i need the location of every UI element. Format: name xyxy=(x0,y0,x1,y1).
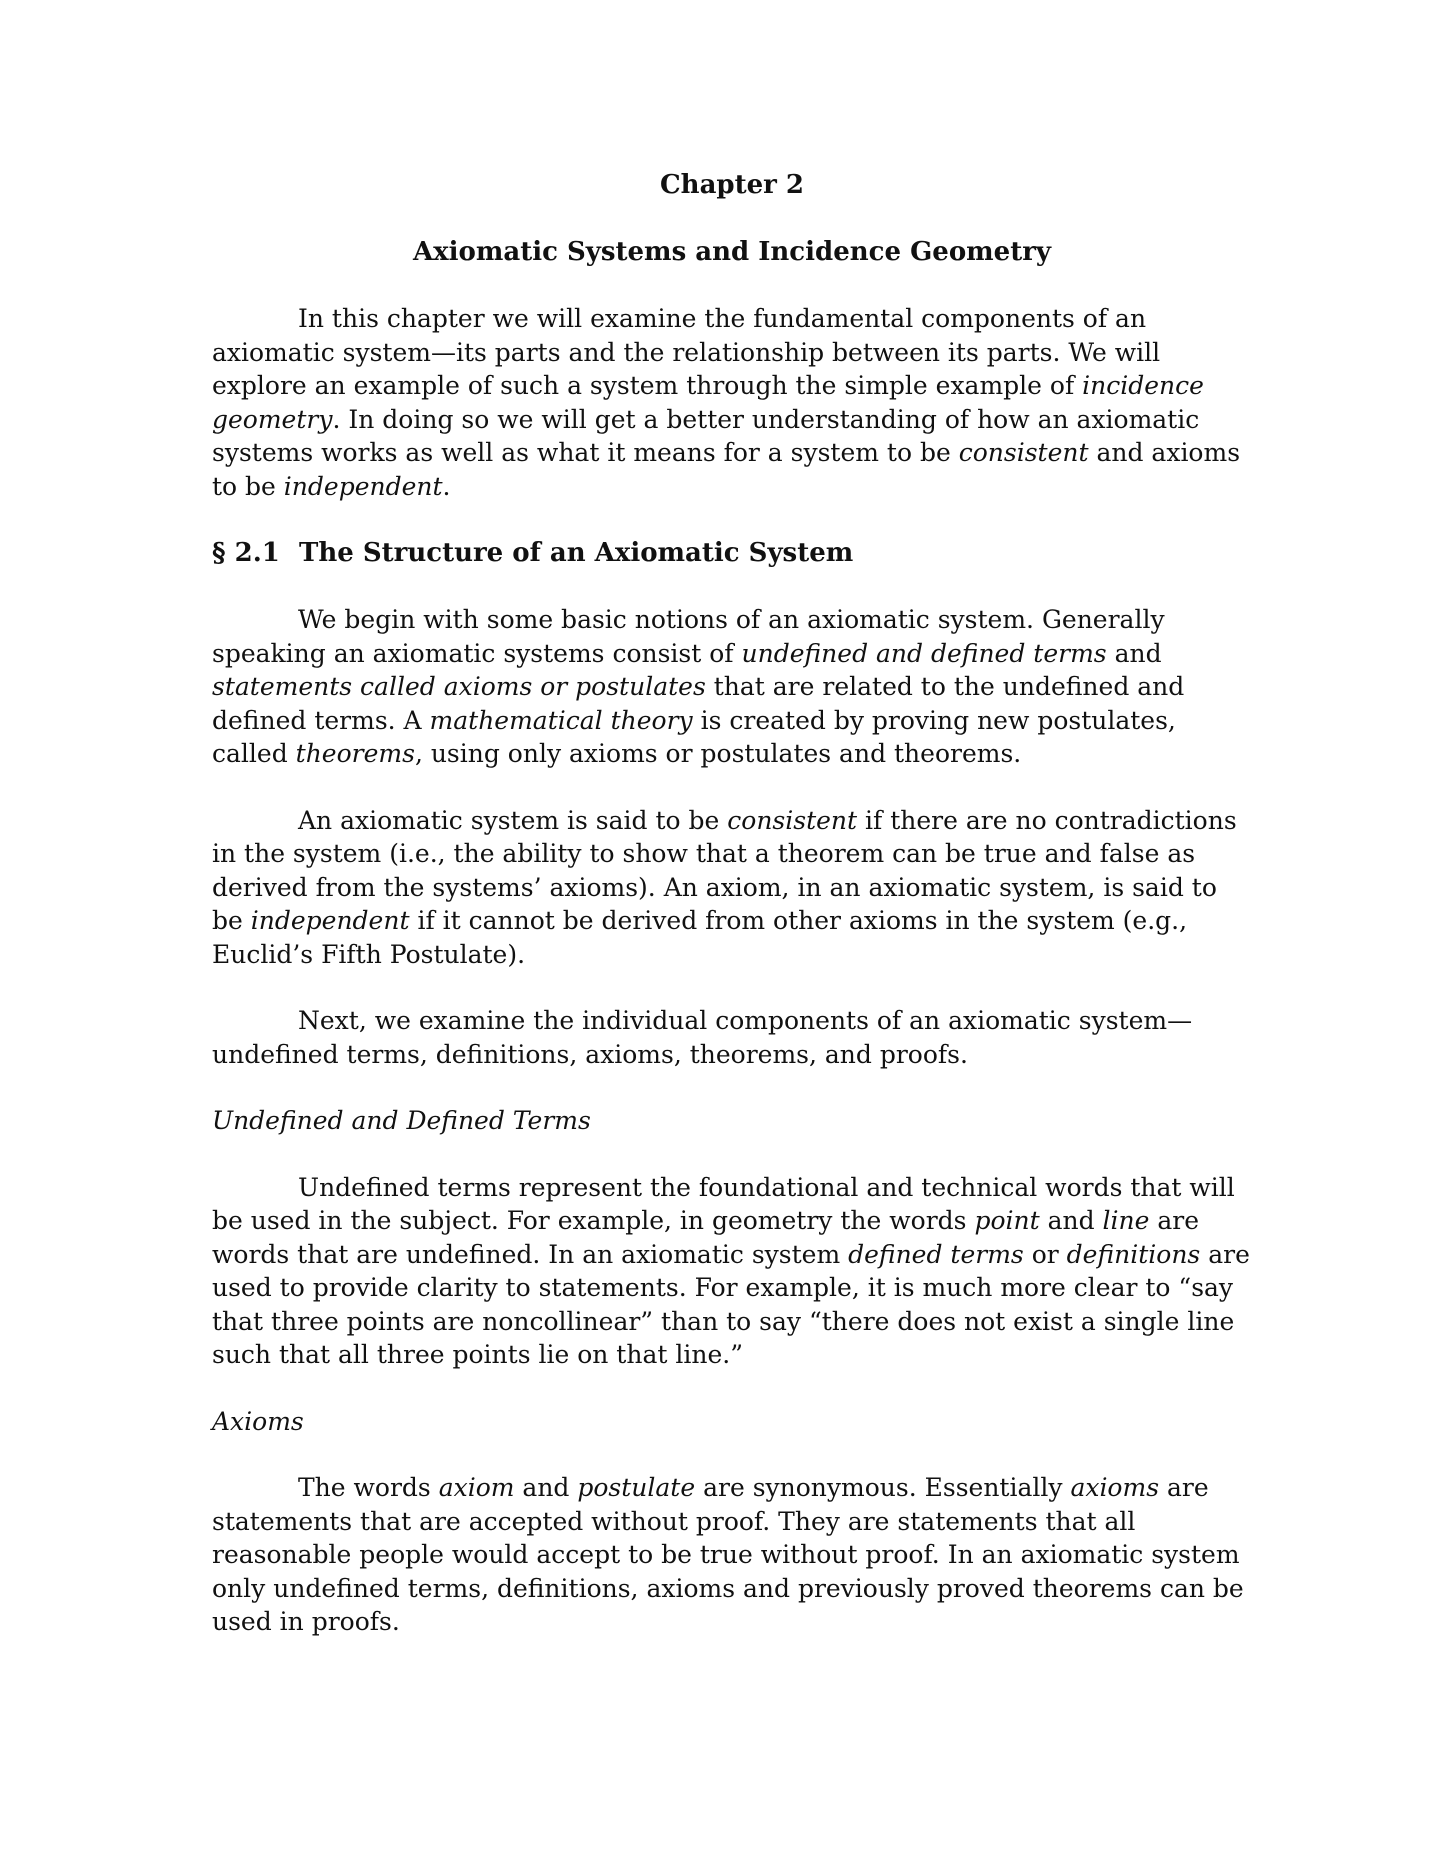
section-title: The Structure of an Axiomatic System xyxy=(299,538,854,568)
text-span: and xyxy=(1106,638,1162,668)
paragraph-consistency xyxy=(212,804,1252,972)
text-span: In this chapter we will examine the fundamental components of an axiomatic system—its parts and the relationship between its parts. We will explore an example of such a system through the simple example of xyxy=(212,304,1161,400)
section-heading xyxy=(212,536,1252,570)
text-span: are used to provide clarity to statements. For example, it is much more clear to “say that three points are noncollinear” than to say “there does not exist a single line such that all three points lie on that line.” xyxy=(212,1239,1250,1369)
text-span: and xyxy=(1039,1206,1103,1235)
text-span: , using only axioms or postulates and theorems. xyxy=(414,739,1022,768)
text-span: Undefined terms represent the foundational and technical words that will be used in the subject. For example, in geometry the words xyxy=(212,1172,1235,1235)
section-number: § 2.1 xyxy=(212,538,280,568)
emphasis-term: postulate xyxy=(577,1473,696,1502)
chapter-title: Chapter 2 xyxy=(659,170,804,200)
paragraph-axioms xyxy=(212,1471,1252,1639)
text-span: are words that are undefined. In an axiomatic system xyxy=(212,1206,1200,1269)
emphasis-term: incidence geometry xyxy=(212,371,1204,434)
emphasis-term: independent xyxy=(250,906,410,935)
text-span: is created by proving new postulates, called xyxy=(212,705,1176,768)
chapter-subtitle: Axiomatic Systems and Incidence Geometry xyxy=(412,237,1052,267)
emphasis-term: axioms xyxy=(1070,1473,1160,1502)
emphasis-term: defined terms xyxy=(848,1239,1024,1269)
emphasis-term: independent xyxy=(283,471,443,501)
text-span: and axioms to be xyxy=(212,438,1241,501)
emphasis-term: consistent xyxy=(958,438,1089,467)
subheading-axioms: Axioms xyxy=(212,1406,304,1436)
text-span: are synonymous. Essentially xyxy=(695,1473,1071,1502)
emphasis-term: line xyxy=(1102,1206,1150,1235)
intro-paragraph xyxy=(212,302,1252,503)
text-span: . xyxy=(442,471,451,501)
text-span: The words xyxy=(298,1473,439,1502)
paragraph-basic-notions xyxy=(212,603,1252,771)
document-page xyxy=(212,168,1252,1672)
text-span: or xyxy=(1023,1239,1067,1269)
emphasis-term: theorems xyxy=(295,739,415,768)
emphasis-term: undefined and defined terms xyxy=(741,638,1107,668)
emphasis-term: axiom xyxy=(438,1473,515,1502)
emphasis-term: mathematical theory xyxy=(429,705,693,735)
text-span: are statements that are accepted without proof. They are statements that all reasonable people would accept to be true without proof. In an axiomatic system only undefined terms, definitions, axioms and previously proved theorems can be used in proofs. xyxy=(212,1473,1244,1636)
text-span: An axiomatic system is said to be xyxy=(298,805,728,835)
text-span: that are related to the undefined and defined terms. A xyxy=(212,672,1185,735)
text-span: . In doing so we will get a better understanding of how an axiomatic systems works as well as what it means for a system to be xyxy=(212,404,1200,467)
text-span: if there are no contradictions in the system (i.e., the ability to show that a theorem can be true and false as derived from the systems’ axioms). An axiom, in an axiomatic system, is said to be xyxy=(212,805,1237,935)
text-span: Next, we examine the individual components of an axiomatic system—undefined terms, definitions, axioms, theorems, and proofs. xyxy=(212,1006,1193,1069)
text-span: We begin with some basic notions of an axiomatic system. Generally speaking an axiomatic systems consist of xyxy=(212,605,1165,668)
emphasis-term: definitions xyxy=(1066,1239,1201,1269)
emphasis-term: point xyxy=(974,1206,1040,1235)
emphasis-term: consistent xyxy=(727,805,858,835)
text-span: if it cannot be derived from other axioms in the system (e.g., Euclid’s Fifth Postulate). xyxy=(212,906,1188,969)
subheading-terms: Undefined and Defined Terms xyxy=(212,1106,591,1135)
paragraph-components xyxy=(212,1004,1252,1071)
text-span: and xyxy=(514,1473,578,1502)
paragraph-undefined-terms xyxy=(212,1171,1252,1372)
emphasis-term: statements called axioms or postulates xyxy=(212,672,706,701)
